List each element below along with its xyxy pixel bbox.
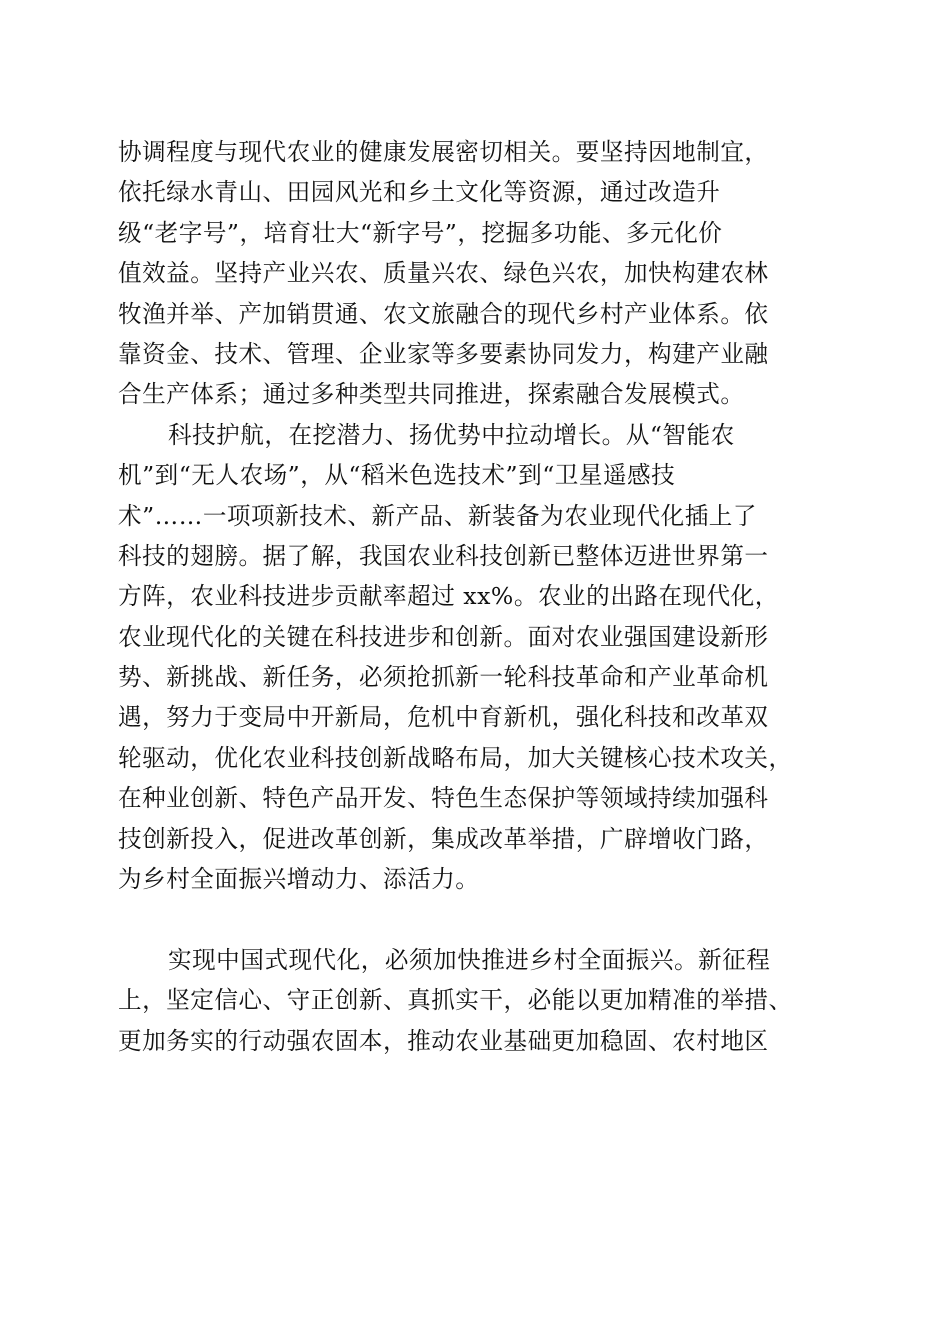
paragraph-2 — [118, 415, 843, 940]
paragraph-line: 靠资金、技术、管理、企业家等多要素协同发力，构建产业融 — [118, 339, 769, 368]
paragraph-line: 轮驱动，优化农业科技创新战略布局，加大关键核心技术攻关， — [118, 743, 793, 772]
paragraph-line: 级“老字号”，培育壮大“新字号”，挖掘多功能、多元化价 — [118, 218, 723, 247]
paragraph-line: 依托绿水青山、田园风光和乡土文化等资源，通过改造升 — [118, 178, 721, 207]
paragraph-line: 术”……一项项新技术、新产品、新装备为农业现代化插上了 — [118, 501, 757, 530]
paragraph-line: 机”到“无人农场”，从“稻米色选技术”到“卫星遥感技 — [118, 461, 676, 490]
paragraph-line: 技创新投入，促进改革创新，集成改革举措，广辟增收门路， — [118, 824, 769, 853]
paragraph-line: 在种业创新、特色产品开发、特色生态保护等领域持续加强科 — [118, 784, 769, 813]
paragraph-line: 势、新挑战、新任务，必须抢抓新一轮科技革命和产业革命机 — [118, 663, 769, 692]
paragraph-line: 值效益。坚持产业兴农、质量兴农、绿色兴农，加快构建农林 — [118, 259, 769, 288]
paragraph-line: 科技的翅膀。据了解，我国农业科技创新已整体迈进世界第一 — [118, 541, 769, 570]
paragraph-line: 遇，努力于变局中开新局，危机中育新机，强化科技和改革双 — [118, 703, 769, 732]
paragraph-1 — [118, 132, 843, 415]
paragraph-line: 协调程度与现代农业的健康发展密切相关。要坚持因地制宜， — [118, 138, 769, 166]
paragraph-line: 牧渔并举、产加销贯通、农文旅融合的现代乡村产业体系。依 — [118, 299, 769, 328]
paragraph-line: 更加务实的行动强农固本，推动农业基础更加稳固、农村地区 — [118, 1026, 769, 1055]
paragraph-line: 实现中国式现代化，必须加快推进乡村全面振兴。新征程 — [168, 945, 771, 974]
document-body — [118, 132, 843, 1061]
paragraph-3 — [118, 940, 843, 1061]
paragraph-line: 上，坚定信心、守正创新、真抓实干，必能以更加精准的举措、 — [118, 986, 793, 1015]
paragraph-line: 合生产体系；通过多种类型共同推进，探索融合发展模式。 — [118, 380, 745, 409]
paragraph-line — [118, 899, 843, 939]
paragraph-line: 为乡村全面振兴增动力、添活力。 — [118, 865, 480, 894]
paragraph-line: 农业现代化的关键在科技进步和创新。面对农业强国建设新形 — [118, 622, 769, 651]
paragraph-line: 方阵，农业科技进步贡献率超过 xx%。农业的出路在现代化， — [118, 582, 779, 611]
paragraph-line: 科技护航，在挖潜力、扬优势中拉动增长。从“智能农 — [168, 420, 735, 449]
